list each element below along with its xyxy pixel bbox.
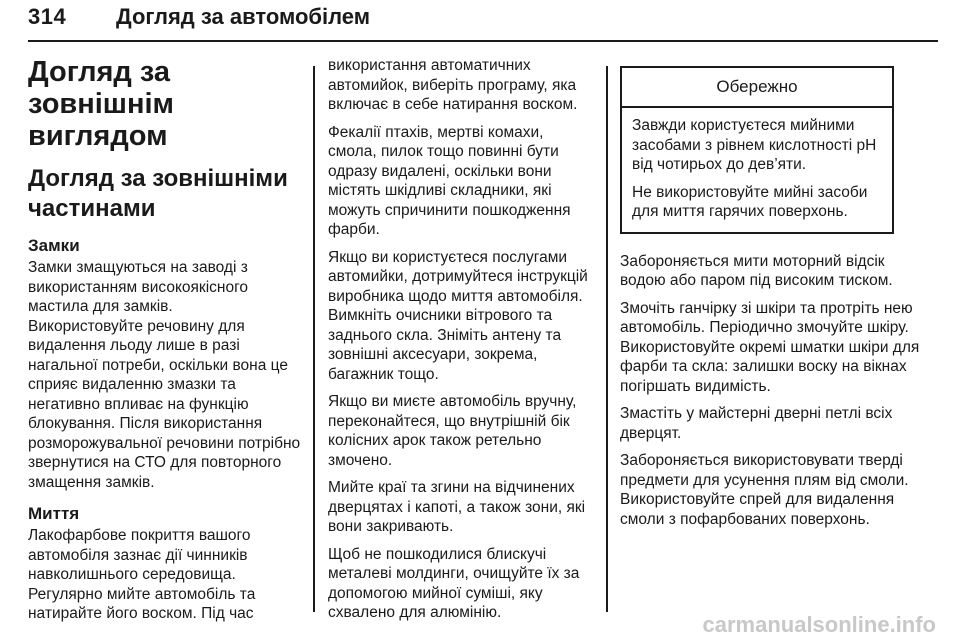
warning-box <box>620 66 894 234</box>
right-paragraph-4: Забороняється використовувати тверді предмети для усунення плям від смоли. Використовуйте спрей для видалення смоли з пофарбованих поверхонь. <box>620 452 909 528</box>
locks-heading: Замки <box>28 236 80 255</box>
warning-body <box>622 108 892 232</box>
locks-paragraph-2: Використовуйте речовину для видалення льоду лише в разі нагальної потреби, оскільки вона це сприяє видаленню змазки та негативно впливає на функцію блокування. Після використання розморожувальної речовини потрібно звернутися на СТО для повторного змащення замків. <box>28 317 301 491</box>
page-header <box>28 4 938 44</box>
middle-paragraph-3: Якщо ви користуєтеся послугами автомийки, дотримуйтеся інструкцій виробника щодо миття автомобіля. Вимкніть очисники вітрового та заднього скла. Зніміть антену та зовнішні аксесуари, зокрема, багажник тощо. <box>328 248 588 383</box>
middle-paragraph-1: використання автоматичних автомийок, виберіть програму, яка включає в себе натирання воском. <box>328 57 578 113</box>
column-middle <box>328 56 593 631</box>
warning-title: Обережно <box>622 68 892 108</box>
section-title: Догляд за зовнішнім виглядом <box>28 56 175 152</box>
watermark-text: carmanualsonline.info <box>702 612 936 637</box>
right-paragraph-2: Змочіть ганчірку зі шкіри та протріть нею автомобіль. Періодично змочуйте шкіру. Використовуйте окремі шматки шкіри для фарби та скла: залишки воску на вікнах погіршать видимість. <box>620 299 920 395</box>
middle-paragraph-6: Щоб не пошкодилися блискучі металеві молдинги, очищуйте їх за допомогою мийної суміші, яку схвалено для алюмінію. <box>328 545 580 621</box>
subsection-title: Догляд за зовнішніми частинами <box>28 165 288 222</box>
column-left <box>28 56 303 632</box>
right-paragraph-1: Забороняється мити моторний відсік водою або паром під високим тиском. <box>620 252 893 289</box>
page-number: 314 <box>28 4 67 29</box>
right-paragraph-3: Змастіть у майстерні дверні петлі всіх дверцят. <box>620 405 893 442</box>
warning-paragraph-1: Завжди користуєтеся мийними засобами з рівнем кислотності pH від чотирьох до дев’яти. <box>632 117 877 173</box>
warning-paragraph-2: Не використовуйте мийні засоби для миття гарячих поверхонь. <box>632 183 868 220</box>
header-rule <box>28 40 938 42</box>
washing-heading: Миття <box>28 504 80 523</box>
washing-paragraph-1: Лакофарбове покриття вашого автомобіля зазнає дії чинників навколишнього середовища. Регулярно мийте автомобіль та натирайте його воском. Під час <box>28 527 256 622</box>
column-right <box>620 56 920 537</box>
middle-paragraph-4: Якщо ви миєте автомобіль вручну, переконайтеся, що внутрішній бік колісних арок також ретельно змочено. <box>328 393 577 469</box>
column-divider-1 <box>313 66 315 612</box>
column-divider-2 <box>606 66 608 612</box>
locks-paragraph-1: Замки змащуються на заводі з використанням високоякісного мастила для замків. <box>28 259 249 315</box>
running-title: Догляд за автомобілем <box>116 4 371 29</box>
middle-paragraph-2: Фекалії птахів, мертві комахи, смола, пилок тощо повинні бути одразу видалені, оскільки вони містять шкідливі складники, які можуть спричинити пошкодження фарби. <box>328 123 571 238</box>
middle-paragraph-5: Мийте краї та згини на відчинених дверцятах і капоті, а також зони, які вони закривають. <box>328 479 586 535</box>
